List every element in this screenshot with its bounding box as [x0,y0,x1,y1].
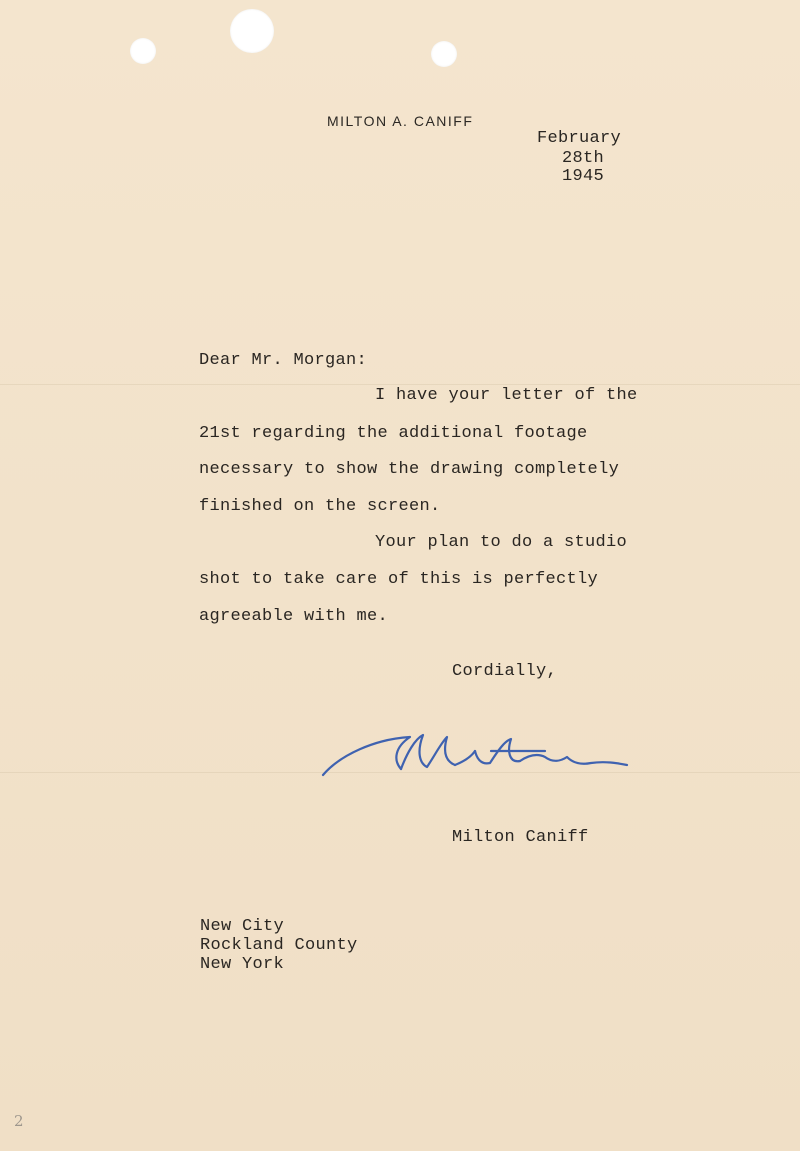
paragraph1-line2: 21st regarding the additional footage [199,424,588,443]
salutation: Dear Mr. Morgan: [199,351,368,370]
signature [315,725,635,785]
address-line1: New City [200,917,285,936]
typed-name: Milton Caniff [452,828,589,847]
paragraph1-line3: necessary to show the drawing completely [199,460,620,479]
address-line3: New York [200,955,285,974]
letterhead-name: MILTON A. CANIFF [327,113,474,129]
paragraph2-line2: shot to take care of this is perfectly [199,570,599,589]
punch-hole-center [230,9,274,53]
closing: Cordially, [452,662,558,681]
paragraph1-line4: finished on the screen. [199,497,441,516]
fold-crease-upper [0,384,800,385]
paragraph2-line3: agreeable with me. [199,607,389,626]
date-day: 28th [562,149,605,168]
punch-hole-left [130,38,156,64]
paragraph1-line1: I have your letter of the [375,386,638,405]
pencil-corner-mark: 2 [14,1112,24,1130]
date-month: February [537,129,622,148]
punch-hole-right [431,41,457,67]
date-year: 1945 [562,167,605,186]
paragraph2-line1: Your plan to do a studio [375,533,628,552]
address-line2: Rockland County [200,936,358,955]
